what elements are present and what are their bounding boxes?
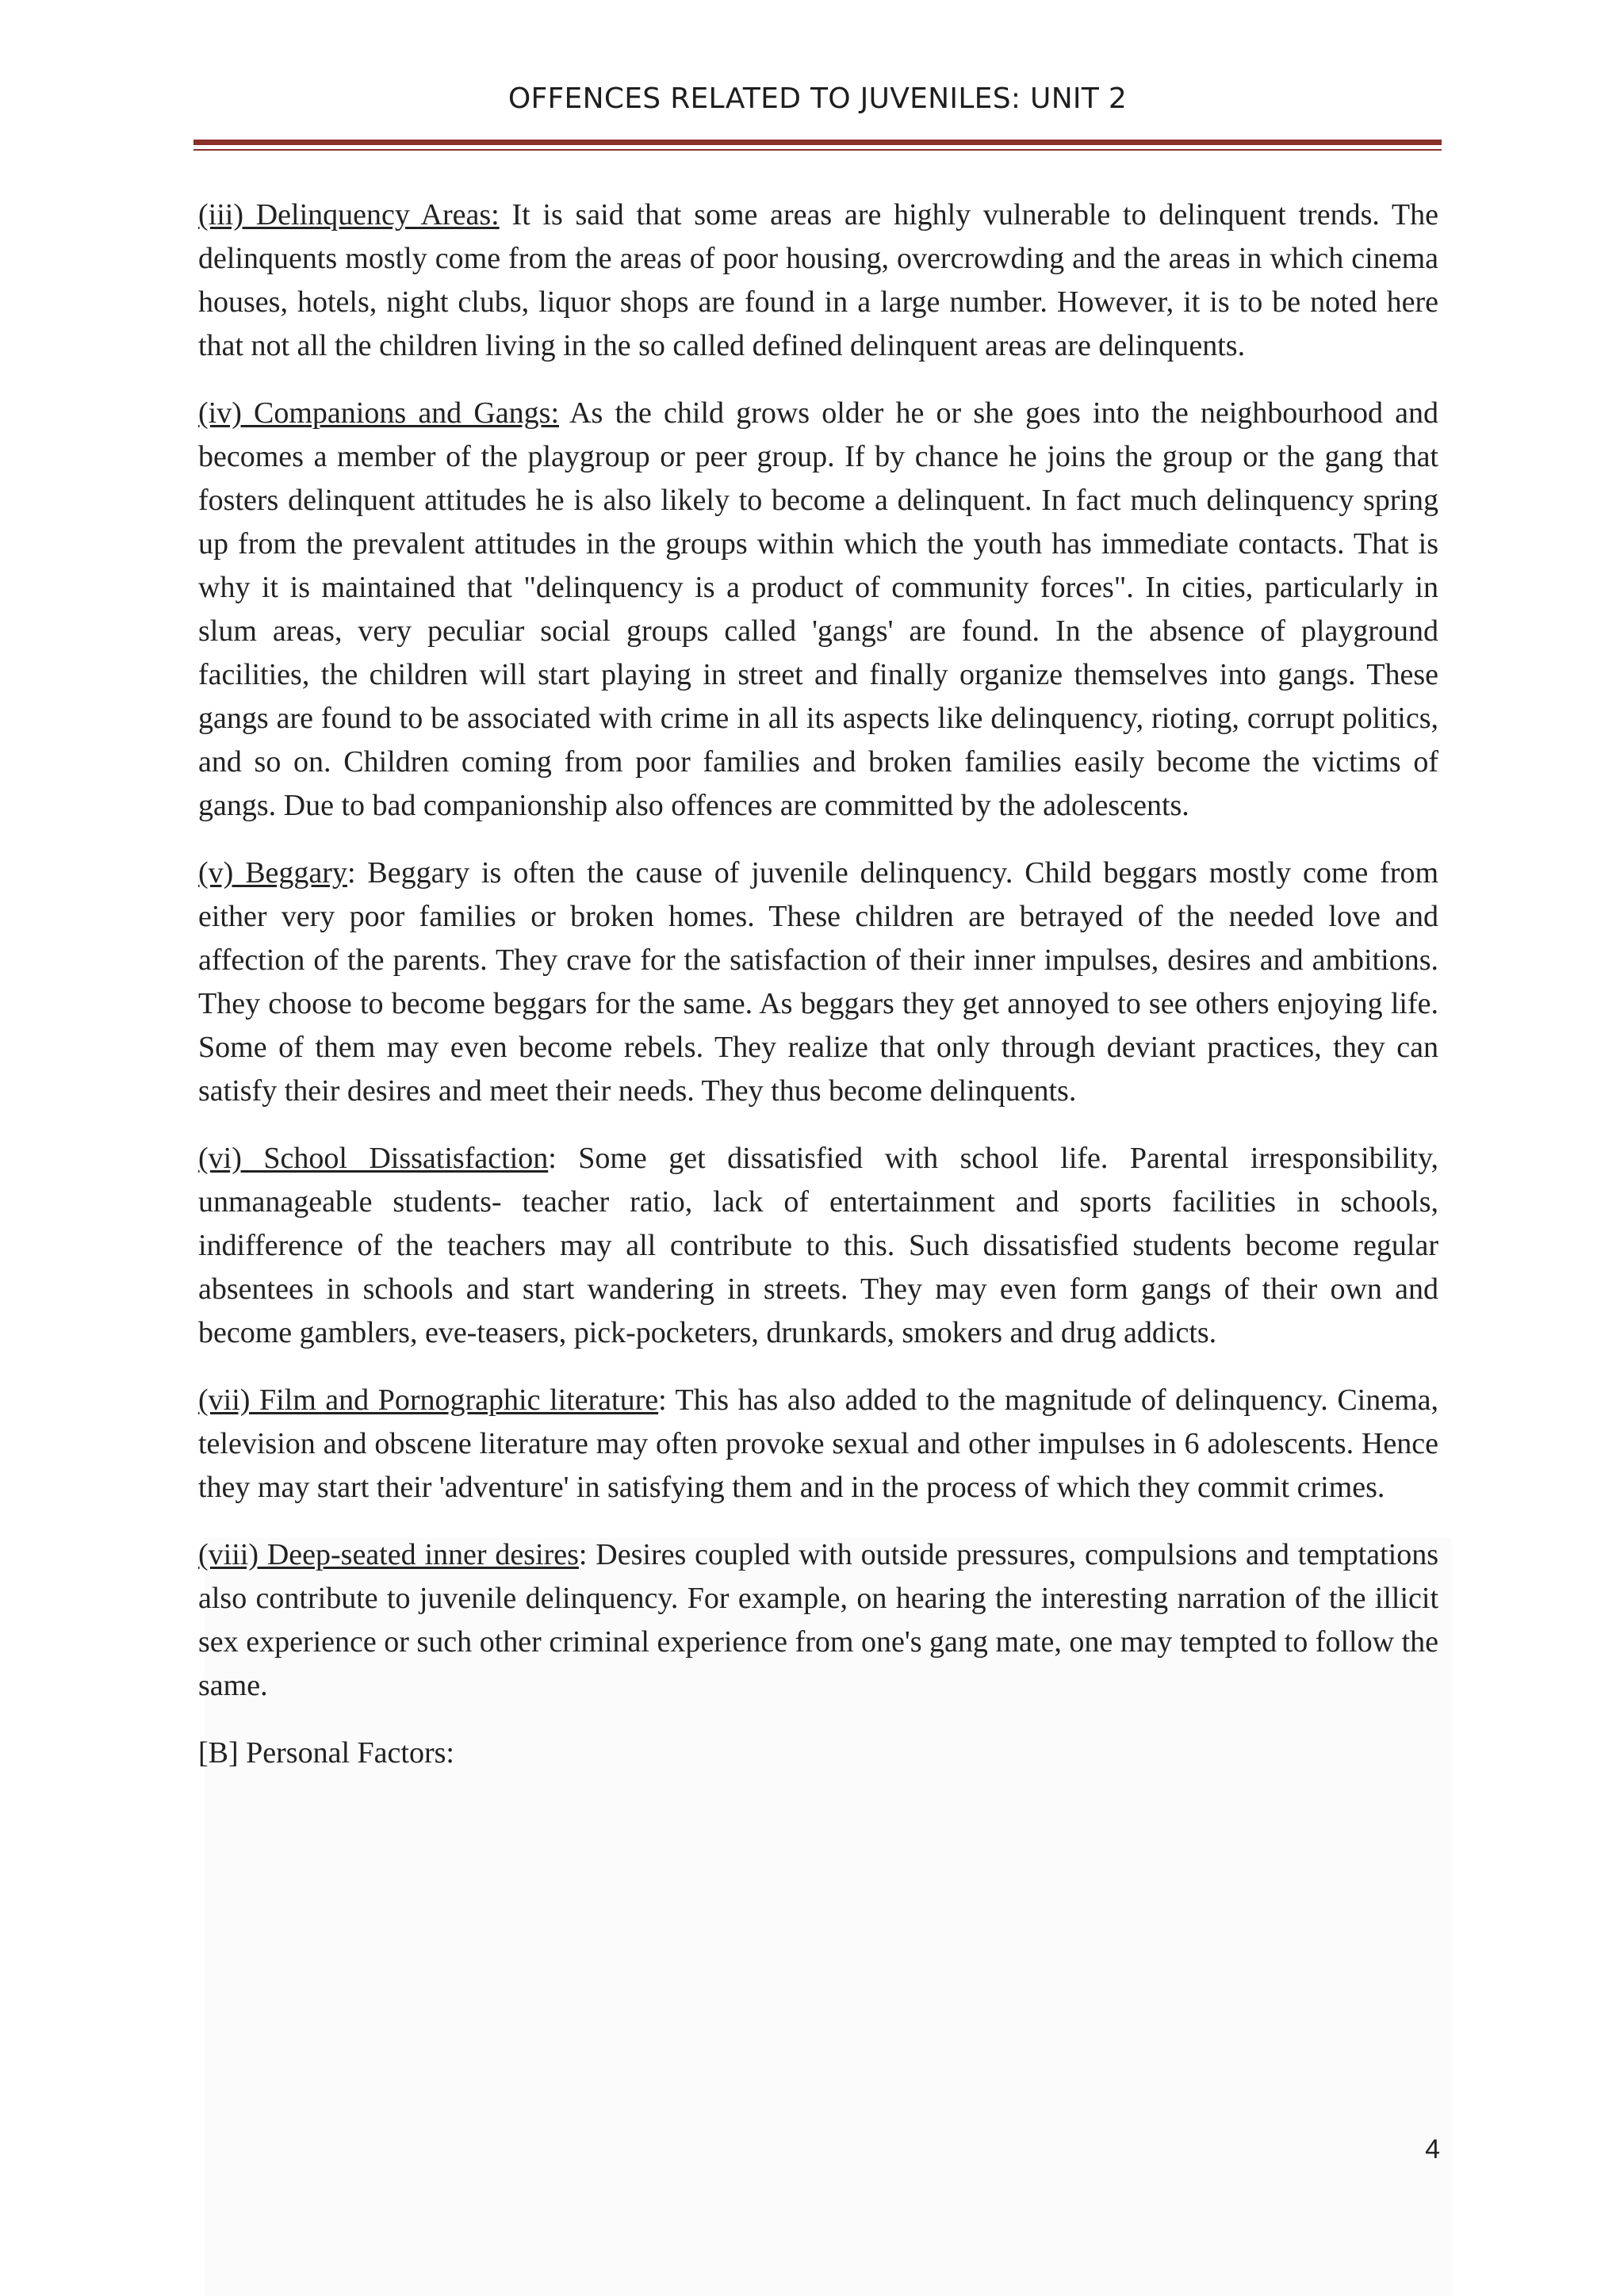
paragraph-heading: (iv) Companions and Gangs:: [198, 396, 559, 430]
paragraph-heading: (vi) School Dissatisfaction: [198, 1142, 549, 1175]
paragraph-text: This has also added to the magnitude of delinquency. Cinema, television and obscene literature may often provoke sexual and other impulses in 6 adolescents. Hence they may start their 'adventure' in satisfying them and in the process of which they commit crimes.: [198, 1383, 1439, 1504]
paragraph-text: Beggary is often the cause of juvenile delinquency. Child beggars mostly come from either very poor families or broken homes. These children are betrayed of the needed love and affection of the parents. They crave for the satisfaction of their inner impulses, desires and ambitions. They choose to become beggars for the same. As beggars they get annoyed to see others enjoying life. Some of them may even become rebels. They realize that only through deviant practices, they can satisfy their desires and meet their needs. They thus become delinquents.: [198, 856, 1439, 1108]
paragraph-heading: (vii) Film and Pornographic literature: [198, 1383, 659, 1417]
paragraph-text: Some get dissatisfied with school life. Parental irresponsibility, unmanageable students- teacher ratio, lack of entertainment and sports facilities in schools, indifference of the teachers may all contribute to this. Such dissatisfied students become regular absentees in schools and start wandering in streets. They may even form gangs of their own and become gamblers, eve-teasers, pick-pocketers, drunkards, smokers and drug addicts.: [198, 1142, 1438, 1349]
paragraph-heading-suffix: :: [347, 856, 356, 890]
paragraph-text: As the child grows older he or she goes into the neighbourhood and becomes a member of the playgroup or peer group. If by chance he joins the group or the gang that fosters delinquent attitudes he is also likely to become a delinquent. In fact much delinquency spring up from the prevalent attitudes in the groups within which the youth has immediate contacts. That is why it is maintained that "delinquency is a product of community forces". In cities, particularly in slum areas, very peculiar social groups called 'gangs' are found. In the absence of playground facilities, the children will start playing in street and finally organize themselves into gangs. These gangs are found to be associated with crime in all its aspects like delinquency, rioting, corrupt politics, and so on. Children coming from poor families and broken families easily become the victims of gangs. Due to bad companionship also offences are committed by the adolescents.: [198, 396, 1438, 822]
paragraph-beggary: [198, 851, 1438, 1113]
paragraph-heading: (iii) Delinquency Areas:: [198, 198, 500, 232]
section-heading-personal-factors: [B] Personal Factors:: [198, 1736, 454, 1770]
paragraph-text: Desires coupled with outside pressures, compulsions and temptations also contribute to juvenile delinquency. For example, on hearing the interesting narration of the illicit sex experience or such other criminal experience from one's gang mate, one may tempted to follow the same.: [198, 1538, 1438, 1702]
paragraph-film-and-pornographic-literature: [198, 1379, 1438, 1510]
document-body: [198, 193, 1438, 1775]
header-rule-secondary: [193, 149, 1442, 151]
paragraph-companions-and-gangs: [198, 392, 1438, 828]
paragraph-heading: (viii) Deep-seated inner desires: [198, 1538, 579, 1571]
paragraph-heading-suffix: :: [658, 1383, 667, 1417]
paragraph-school-dissatisfaction: [198, 1137, 1438, 1355]
paragraph-delinquency-areas: [198, 193, 1438, 368]
paragraph-text: It is said that some areas are highly vulnerable to delinquent trends. The delinquents mostly come from the areas of poor housing, overcrowding and the areas in which cinema houses, hotels, night clubs, liquor shops are found in a large number. However, it is to be noted here that not all the children living in the so called defined delinquent areas are delinquents.: [198, 198, 1438, 362]
paragraph-heading-suffix: :: [578, 1538, 588, 1571]
header-rule: [193, 140, 1442, 145]
running-header: OFFENCES RELATED TO JUVENILES: UNIT 2: [508, 82, 1128, 115]
page-number: 4: [1425, 2134, 1440, 2164]
paragraph-deep-seated-inner-desires: [198, 1533, 1438, 1708]
paragraph-heading-suffix: :: [548, 1142, 557, 1175]
paragraph-heading: (v) Beggary: [198, 856, 347, 890]
